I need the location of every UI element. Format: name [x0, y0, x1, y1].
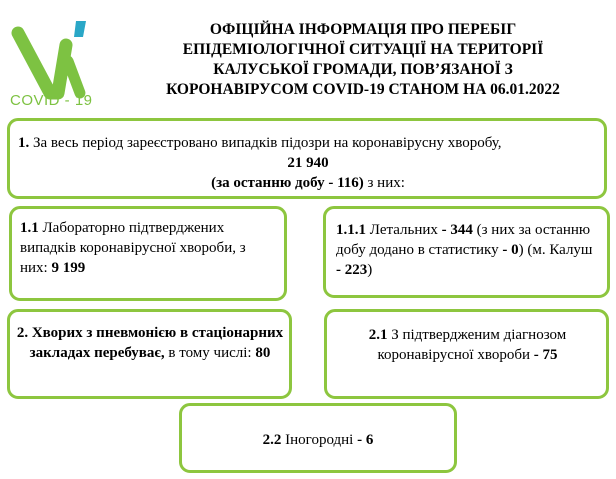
confirmed-diagnosis-text: 2.1 З підтвердженим діагнозом коронавірусної хвороби - 75: [368, 327, 567, 363]
nonresident-value: - 6: [357, 432, 374, 448]
nonresident-text: 2.2 Іногородні - 6: [262, 432, 374, 448]
deaths-value: - 344: [441, 222, 473, 238]
confirmed-cases-text: 1.1 Лабораторно підтверджених випадків коронавірусної хвороби, з них: 9 199: [20, 220, 246, 276]
total-cases-text: 1. За весь період зареєстровано випадків підозри на коронавірусну хворобу, 21 940 (за останню добу - 116) з них:: [18, 135, 502, 191]
total-cases-value: 21 940: [287, 155, 329, 171]
pneumonia-text: 2. Хворих з пневмонією в стаціонарних закладах перебуває, в тому числі: 80: [16, 325, 284, 361]
logo-text: COVID - 19: [10, 92, 93, 109]
last-day-value: (за останню добу - 116): [211, 175, 364, 191]
page-title: ОФІЦІЙНА ІНФОРМАЦІЯ ПРО ПЕРЕБІГ ЕПІДЕМІОЛОГІЧНОЇ СИТУАЦІЇ НА ТЕРИТОРІЇ КАЛУСЬКОЇ ГРОМАДИ, ПОВ’ЯЗАНОЇ З КОРОНАВІРУСОМ COVID-19 СТАНОМ НА 06.01.2022: [166, 21, 560, 98]
deaths-text: 1.1.1 Летальних - 344 (з них за останню добу додано в статистику - 0) (м. Калуш - 223): [336, 222, 593, 278]
pneumonia-value: 80: [255, 345, 271, 361]
confirmed-diagnosis-value: - 75: [533, 347, 558, 363]
confirmed-cases-value: 9 199: [51, 260, 86, 276]
